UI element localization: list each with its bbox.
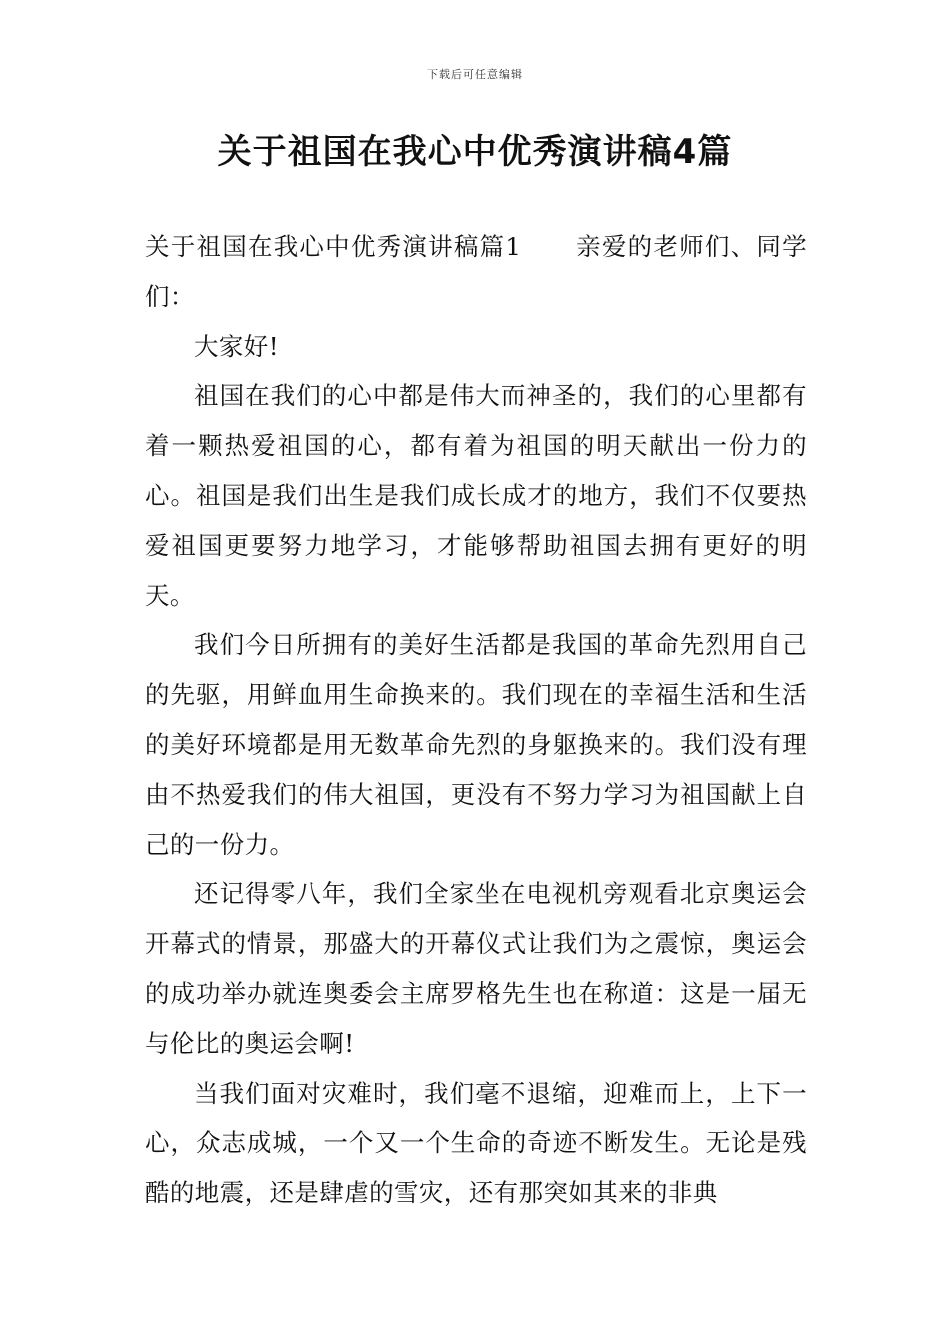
greeting-paragraph: 大家好! — [194, 331, 279, 361]
body-paragraph: 当我们面对灾难时，我们毫不退缩，迎难而上，上下一心，众志成城，一个又一个生命的奇迹不断发生。无论是残酷的地震，还是肆虐的雪灾，还有那突如其来的非典 — [145, 1078, 807, 1208]
section-heading-line — [145, 222, 807, 322]
body-paragraph: 还记得零八年，我们全家坐在电视机旁观看北京奥运会开幕式的情景，那盛大的开幕仪式让我们为之震惊，奥运会的成功举办就连奥委会主席罗格先生也在称道：这是一届无与伦比的奥运会啊! — [145, 879, 807, 1058]
document-title: 关于祖国在我心中优秀演讲稿4篇 — [217, 132, 733, 172]
section-heading: 关于祖国在我心中优秀演讲稿篇1 — [145, 232, 522, 261]
download-note: 下载后可任意编辑 — [427, 68, 523, 81]
document-body — [145, 222, 807, 1218]
body-paragraph: 我们今日所拥有的美好生活都是我国的革命先烈用自己的先驱，用鲜血用生命换来的。我们现在的幸福生活和生活的美好环境都是用无数革命先烈的身躯换来的。我们没有理由不热爱我们的伟大祖国，更没有不努力学习为祖国献上自己的一份力。 — [145, 630, 807, 859]
salutation: 亲爱的老师们、同学们： — [145, 232, 807, 311]
body-paragraph: 祖国在我们的心中都是伟大而神圣的，我们的心里都有着一颗热爱祖国的心，都有着为祖国的明天献出一份力的心。祖国是我们出生是我们成长成才的地方，我们不仅要热爱祖国更要努力地学习，才能够帮助祖国去拥有更好的明天。 — [145, 381, 807, 610]
